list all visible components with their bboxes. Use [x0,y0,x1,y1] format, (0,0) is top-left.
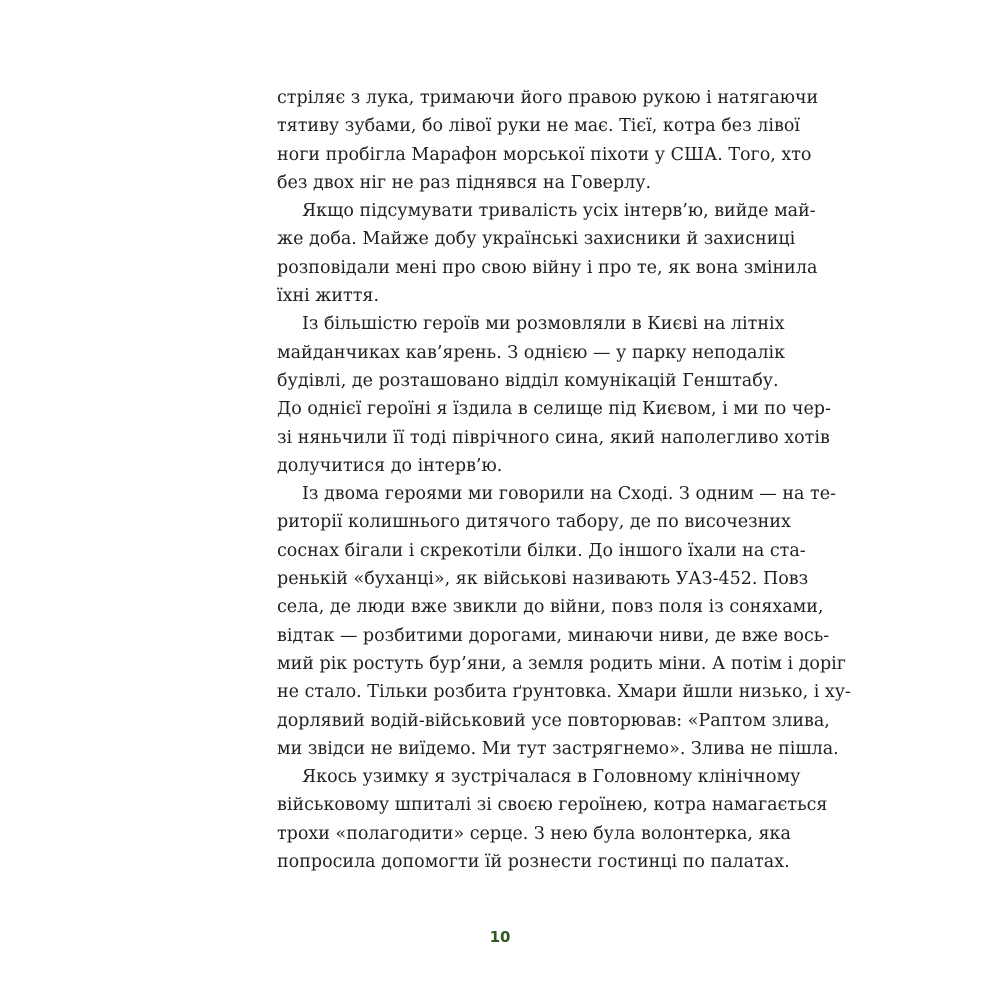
text-line: будівлі, де розташовано відділ комунікацій Генштабу. [277,370,779,391]
text-line: військовому шпиталі зі своєю героїнею, котра намагається [277,795,828,816]
text-line: зі няньчили її тоді піврічного сина, який наполегливо хотів [277,427,830,448]
text-line: села, де люди вже звикли до війни, повз поля із соняхами, [277,597,824,618]
text-line: долучитися до інтерв’ю. [277,455,503,476]
text-line: риторії колишнього дитячого табору, де по височезних [277,512,791,533]
body-text [277,84,851,876]
text-line: Якщо підсумувати тривалість усіх інтерв’ю, вийде май- [302,201,816,222]
text-line: їхні життя. [277,286,380,307]
text-line: ми звідси не виїдемо. Ми тут застрягнемо». Злива не пішла. [277,738,839,759]
text-line: стріляє з лука, тримаючи його правою рукою і натягаючи [277,88,819,108]
text-line: відтак — розбитими дорогами, минаючи ниви, де вже вось- [277,625,830,646]
text-line: Із двома героями ми говорили на Сході. З одним — на те- [302,484,836,505]
text-line: попросила допомогти їй рознести гостинці по палатах. [277,852,790,873]
text-line: ноги пробігла Марафон морської піхоти у США. Того, хто [277,144,812,165]
text-line: майданчиках кав’ярень. З однією — у парку неподалік [277,342,786,363]
text-line: Із більшістю героїв ми розмовляли в Києві на літніх [302,314,785,335]
text-line: розповідали мені про свою війну і про те, як вона змінила [277,257,818,278]
text-line: соснах бігали і скрекотіли білки. До іншого їхали на ста- [277,540,806,561]
page-number: 10 [489,928,511,946]
text-line: дорлявий водій-військовий усе повторював: «Раптом злива, [277,710,830,731]
text-line: тятиву зубами, бо лівої руки не має. Тієї, котра без лівої [277,116,800,137]
text-line: без двох ніг не раз піднявся на Говерлу. [277,172,652,193]
text-line: До однієї героїні я їздила в селище під Києвом, і ми по чер- [277,399,831,420]
text-line: трохи «полагодити» серце. З нею була волонтерка, яка [277,823,791,844]
text-line: ренькій «буханці», як військові називають УАЗ-452. Повз [277,569,809,590]
text-line: же доба. Майже добу українські захисники й захисниці [277,229,796,250]
text-line: не стало. Тільки розбита ґрунтовка. Хмари йшли низько, і ху- [277,682,851,703]
text-line: мий рік ростуть бур’яни, а земля родить міни. А потім і доріг [277,653,846,674]
text-line: Якось узимку я зустрічалася в Головному клінічному [302,767,801,788]
